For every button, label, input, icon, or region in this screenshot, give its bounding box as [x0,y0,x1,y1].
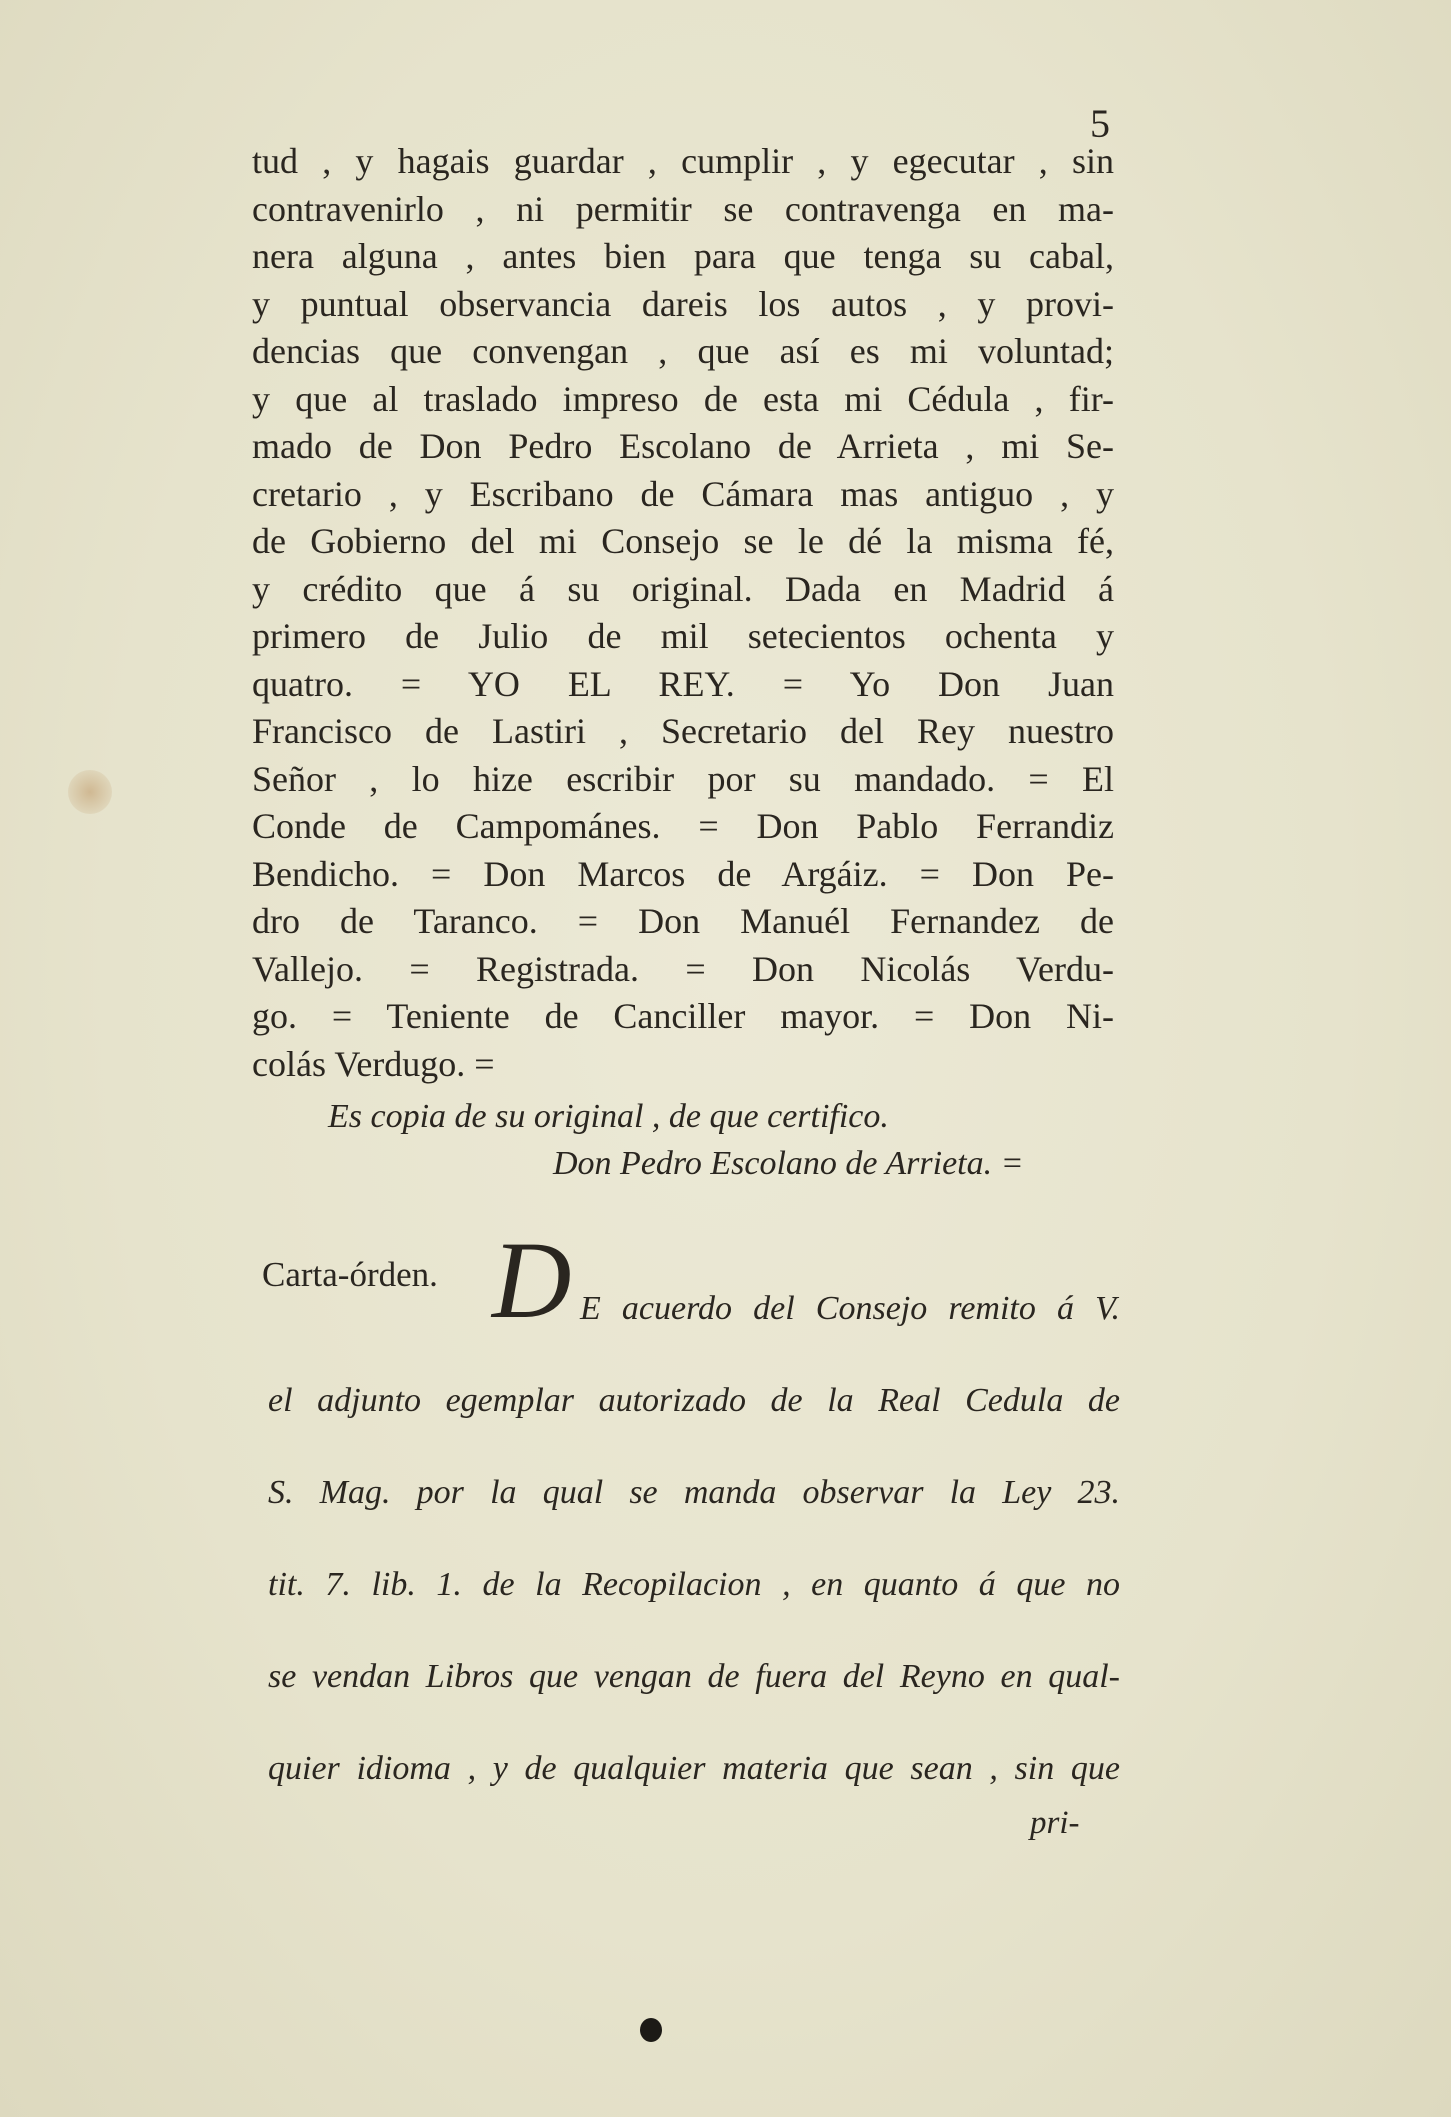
page-number: 5 [1090,101,1110,146]
text-line: tud , y hagais guardar , cumplir , y egecutar , sin [252,141,1114,181]
text-line: de Gobierno del mi Consejo se le dé la misma fé, [252,521,1114,561]
text-line: contravenirlo , ni permitir se contravenga en ma- [252,188,1114,229]
text-line: y crédito que á su original. Dada en Madrid á [252,568,1114,609]
cedula-body-text [252,138,1114,1088]
text-line: Conde de Campománes. = Don Pablo Ferrandiz [252,806,1114,846]
letter-line: E acuerdo del Consejo remito á V. [580,1290,1120,1327]
text-line: go. = Teniente de Canciller mayor. = Don Ni- [252,996,1114,1036]
text-line: dencias que convengan , que así es mi voluntad; [252,331,1114,371]
text-line: dro de Taranco. = Don Manuél Fernandez de [252,901,1114,941]
margin-label: Carta-órden. [262,1255,438,1294]
text-line: primero de Julio de mil setecientos ochenta y [252,616,1114,656]
catchword: pri- [1030,1805,1080,1841]
text-line: Vallejo. = Registrada. = Don Nicolás Verdu- [252,948,1114,989]
letter-line: tit. 7. lib. 1. de la Recopilacion , en quanto á que no [268,1566,1120,1603]
ink-dot [640,2018,662,2042]
paper-stain [68,770,112,814]
certification-signature: Don Pedro Escolano de Arrieta. = [553,1145,1024,1182]
text-line: cretario , y Escribano de Cámara mas antiguo , y [252,473,1114,514]
text-line: mado de Don Pedro Escolano de Arrieta , mi Se- [252,426,1114,466]
drop-capital: D [492,1219,572,1341]
text-line: quatro. = YO EL REY. = Yo Don Juan [252,663,1114,704]
text-line: Bendicho. = Don Marcos de Argáiz. = Don Pe- [252,853,1114,894]
letter-line: S. Mag. por la qual se manda observar la Ley 23. [268,1474,1120,1511]
carta-orden-text [268,1263,1120,1815]
letter-line: quier idioma , y de qualquier materia que sean , sin que [268,1750,1120,1787]
letter-line: se vendan Libros que vengan de fuera del Reyno en qual- [268,1658,1120,1695]
text-line: Francisco de Lastiri , Secretario del Rey nuestro [252,711,1114,751]
text-line: Señor , lo hize escribir por su mandado. = El [252,758,1114,799]
letter-line: el adjunto egemplar autorizado de la Real Cedula de [268,1382,1120,1419]
text-line: y que al traslado impreso de esta mi Cédula , fir- [252,378,1114,419]
text-line: nera alguna , antes bien para que tenga su cabal, [252,236,1114,276]
text-line: y puntual observancia dareis los autos , y provi- [252,283,1114,324]
certification-line: Es copia de su original , de que certifico. [328,1098,889,1135]
text-line: colás Verdugo. = [252,1043,495,1084]
